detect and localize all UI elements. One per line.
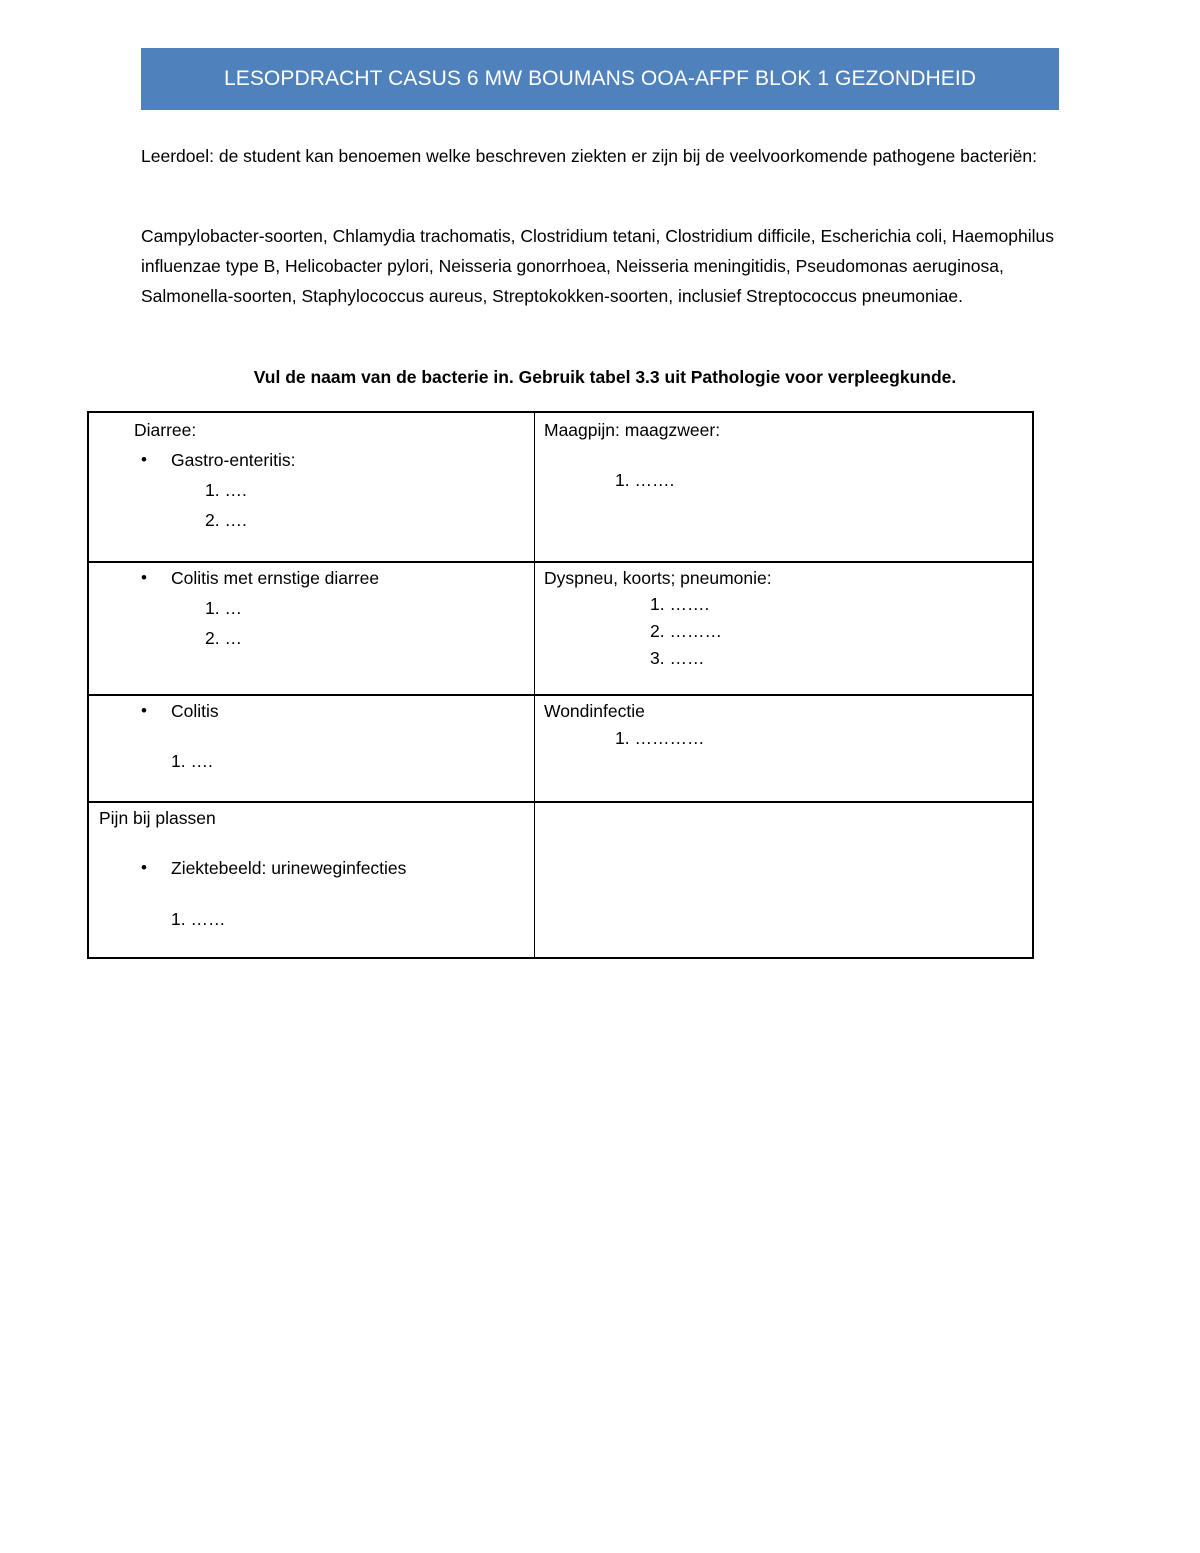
cell-heading-diarree: Diarree: [134, 420, 197, 440]
bullet-urineweginfecties: Ziektebeeld: urineweginfecties [171, 858, 407, 878]
learning-goal: Leerdoel: de student kan benoemen welke beschreven ziekten er zijn bij de veelvoorkomende pathogene bacteriën: [141, 146, 1038, 166]
bullet-colitis: Colitis [171, 701, 219, 721]
bullet-icon: • [141, 568, 147, 587]
answer-item: 3. …… [650, 648, 705, 668]
row-divider [89, 801, 1032, 803]
answer-item: 2. ……… [650, 621, 722, 641]
answer-item: 1. …… [171, 909, 226, 929]
answer-item: 2. … [205, 628, 242, 648]
title-banner [141, 48, 1059, 110]
bullet-colitis-ernstig: Colitis met ernstige diarree [171, 568, 380, 588]
document-title: LESOPDRACHT CASUS 6 MW BOUMANS OOA-AFPF BLOK 1 GEZONDHEID [223, 67, 977, 90]
answer-item: 1. ……. [650, 594, 710, 614]
answer-item: 1. …. [171, 751, 213, 771]
answer-item: 1. ………… [615, 728, 705, 748]
cell-heading-pijn-bij-plassen: Pijn bij plassen [99, 808, 216, 828]
answer-item: 1. ……. [615, 470, 675, 490]
bullet-icon: • [141, 701, 147, 720]
cell-heading-dyspneu: Dyspneu, koorts; pneumonie: [544, 568, 772, 588]
cell-heading-wondinfectie: Wondinfectie [544, 701, 645, 721]
answer-item: 2. …. [205, 510, 247, 530]
bullet-icon: • [141, 858, 147, 877]
bacteria-list: Campylobacter-soorten, Chlamydia trachomatis, Clostridium tetani, Clostridium difficile, Escherichia coli, Haemophilus influenzae type B, Helicobacter pylori, Neisseria gonorrhoea, Neisseria meningitidis, Pseudomonas aeruginosa, Salmonella-soorten, Staphylococcus aureus, Streptokokken-soorten, inclusief Streptococcus pneumoniae. [141, 226, 1054, 306]
column-divider [534, 413, 535, 957]
cell-heading-maagpijn: Maagpijn: maagzweer: [544, 420, 721, 440]
instruction-text: Vul de naam van de bacterie in. Gebruik tabel 3.3 uit Pathologie voor verpleegkunde. [253, 367, 957, 387]
exercise-table [87, 411, 1034, 959]
bullet-icon: • [141, 450, 147, 469]
answer-item: 1. …. [205, 480, 247, 500]
bullet-gastro-enteritis: Gastro-enteritis: [171, 450, 296, 470]
answer-item: 1. … [205, 598, 242, 618]
